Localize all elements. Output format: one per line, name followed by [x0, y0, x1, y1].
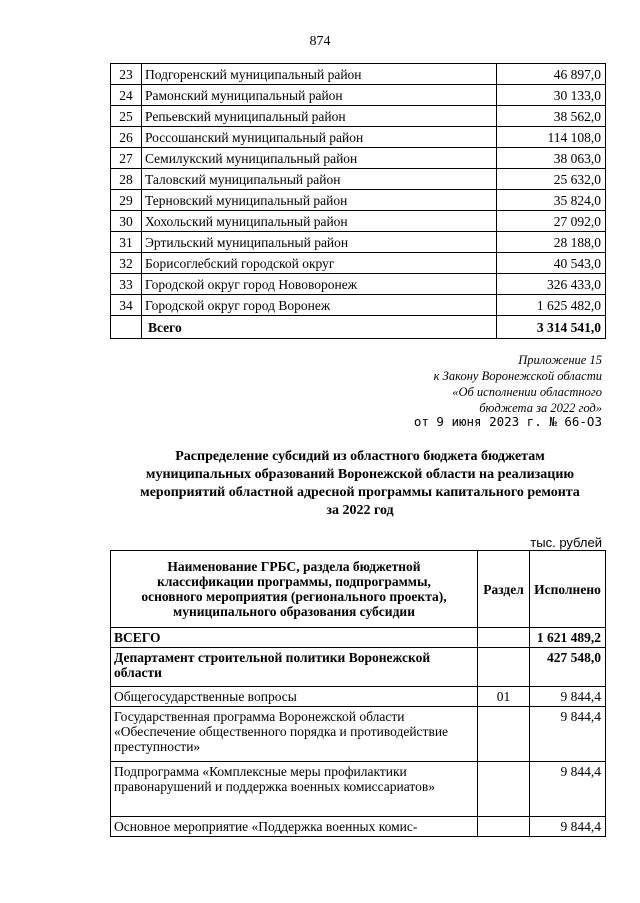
row-value: 46 897,0 — [497, 64, 606, 85]
row-value: 30 133,0 — [497, 85, 606, 106]
row-section — [478, 628, 530, 648]
header-name — [111, 551, 478, 628]
row-number: 24 — [111, 85, 142, 106]
row-value: 9 844,4 — [530, 762, 606, 817]
row-name: Основное мероприятие «Поддержка военных комис- — [111, 817, 478, 837]
row-value: 1 625 482,0 — [497, 295, 606, 316]
row-number: 29 — [111, 190, 142, 211]
header-name-line: Наименование ГРБС, раздела бюджетной — [167, 559, 421, 574]
row-value: 40 543,0 — [497, 253, 606, 274]
row-name: Хохольский муниципальный район — [142, 211, 497, 232]
table-row — [111, 232, 606, 253]
row-value: 326 433,0 — [497, 274, 606, 295]
table-row — [111, 762, 606, 817]
header-executed: Исполнено — [530, 551, 606, 628]
appendix-line: «Об исполнении областного — [452, 385, 602, 399]
row-name: Россошанский муниципальный район — [142, 127, 497, 148]
table-row — [111, 169, 606, 190]
row-name: Семилукский муниципальный район — [142, 148, 497, 169]
appendix-line: Приложение 15 — [518, 353, 602, 367]
row-name: Департамент строительной политики Воронежской области — [111, 648, 478, 687]
row-name: Подгоренский муниципальный район — [142, 64, 497, 85]
row-name: Подпрограмма «Комплексные меры профилактики правонарушений и поддержка военных комиссариатов» — [111, 762, 478, 817]
row-name: Терновский муниципальный район — [142, 190, 497, 211]
table-row — [111, 211, 606, 232]
subsidy-distribution-table — [110, 550, 606, 837]
table-row — [111, 148, 606, 169]
total-row — [111, 316, 606, 339]
appendix-note — [434, 352, 602, 416]
table-row — [111, 707, 606, 762]
header-name-line: классификации программы, подпрограммы, — [157, 574, 431, 589]
row-name: Таловский муниципальный район — [142, 169, 497, 190]
row-value: 38 562,0 — [497, 106, 606, 127]
table-row — [111, 817, 606, 837]
row-value: 35 824,0 — [497, 190, 606, 211]
row-number: 23 — [111, 64, 142, 85]
document-title — [100, 448, 620, 520]
row-number: 31 — [111, 232, 142, 253]
row-section — [478, 707, 530, 762]
header-name-line: основного мероприятия (регионального проекта), — [141, 589, 447, 604]
row-name: Общегосударственные вопросы — [111, 687, 478, 707]
row-value: 25 632,0 — [497, 169, 606, 190]
table-row — [111, 295, 606, 316]
row-value: 9 844,4 — [530, 817, 606, 837]
row-name: Городской округ город Воронеж — [142, 295, 497, 316]
row-number: 27 — [111, 148, 142, 169]
row-value: 27 092,0 — [497, 211, 606, 232]
unit-label: тыс. рублей — [530, 535, 602, 550]
row-name: ВСЕГО — [111, 628, 478, 648]
appendix-line: к Закону Воронежской области — [433, 369, 602, 383]
title-line: мероприятий областной адресной программы капитального ремонта — [140, 485, 580, 500]
row-value: 114 108,0 — [497, 127, 606, 148]
row-value: 9 844,4 — [530, 707, 606, 762]
header-row — [111, 551, 606, 628]
appendix-line: бюджета за 2022 год» — [479, 401, 602, 415]
row-number: 30 — [111, 211, 142, 232]
row-section — [478, 817, 530, 837]
table-row — [111, 64, 606, 85]
row-section — [478, 762, 530, 817]
row-number: 33 — [111, 274, 142, 295]
table-row — [111, 106, 606, 127]
title-line: муниципальных образований Воронежской области на реализацию — [145, 467, 575, 482]
row-name: Борисоглебский городской округ — [142, 253, 497, 274]
row-value: 427 548,0 — [530, 648, 606, 687]
row-name: Городской округ город Нововоронеж — [142, 274, 497, 295]
table-row — [111, 628, 606, 648]
total-label: Всего — [142, 316, 497, 339]
municipal-totals-table — [110, 63, 606, 339]
row-name: Рамонский муниципальный район — [142, 85, 497, 106]
row-section: 01 — [478, 687, 530, 707]
row-name: Репьевский муниципальный район — [142, 106, 497, 127]
header-section: Раздел — [478, 551, 530, 628]
row-value: 1 621 489,2 — [530, 628, 606, 648]
row-number: 32 — [111, 253, 142, 274]
header-name-line: муниципального образования субсидии — [173, 604, 415, 619]
table-row — [111, 648, 606, 687]
row-number: 28 — [111, 169, 142, 190]
total-number-cell — [111, 316, 142, 339]
row-value: 38 063,0 — [497, 148, 606, 169]
table-row — [111, 190, 606, 211]
table-row — [111, 253, 606, 274]
row-section — [478, 648, 530, 687]
table-row — [111, 687, 606, 707]
row-name: Государственная программа Воронежской области «Обеспечение общественного порядка и противодействие преступности» — [111, 707, 478, 762]
table-row — [111, 127, 606, 148]
table-row — [111, 274, 606, 295]
total-value: 3 314 541,0 — [497, 316, 606, 339]
page-number: 874 — [309, 34, 331, 49]
row-value: 28 188,0 — [497, 232, 606, 253]
table-row — [111, 85, 606, 106]
row-number: 25 — [111, 106, 142, 127]
row-name: Эртильский муниципальный район — [142, 232, 497, 253]
title-line: Распределение субсидий из областного бюджета бюджетам — [175, 449, 545, 464]
row-number: 34 — [111, 295, 142, 316]
row-number: 26 — [111, 127, 142, 148]
row-value: 9 844,4 — [530, 687, 606, 707]
title-line: за 2022 год — [326, 503, 394, 518]
appendix-date: от 9 июня 2023 г. № 66-ОЗ — [413, 414, 602, 429]
